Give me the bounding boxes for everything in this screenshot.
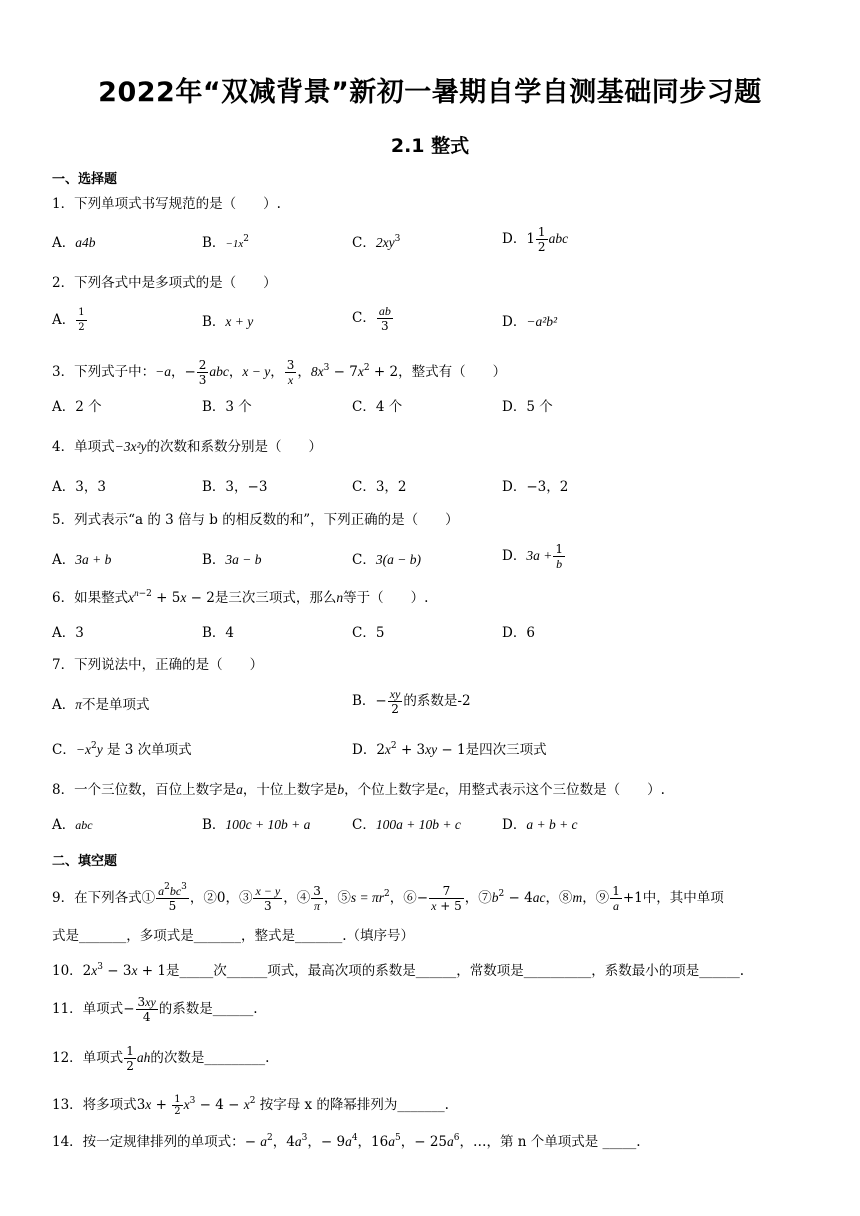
q14-stem: 14．按一定规律排列的单项式：− $a^2$，$4a^3$，− $9a^4$，$16a^5$，− $25a^6$，…，第 n 个单项式是 _____.: [52, 1133, 641, 1150]
q8-option-c: C．100a + 10b + c: [352, 817, 461, 833]
q6-option-a: A．3: [52, 625, 84, 641]
q4-option-a: A．3，3: [52, 479, 106, 495]
q3-option-d: D．5 个: [502, 399, 553, 415]
q13-stem: 13．将多项式3x + $\frac{1}{2}$ $x^3 - 4 - x^2$ 按字母 x 的降幂排列为_______.: [52, 1094, 449, 1117]
q8-option-d: D．a + b + c: [502, 817, 578, 833]
q8-option-a: A．abc: [52, 817, 93, 833]
q3-option-b: B．3 个: [202, 399, 252, 415]
q5-stem: 5．列式表示“a 的 3 倍与 b 的相反数的和”，下列正确的是（ ）: [52, 512, 459, 528]
q8-option-b: B．100c + 10b + a: [202, 817, 311, 833]
q4-option-b: B．3，−3: [202, 479, 268, 495]
q5-option-d: D．3a + $\frac{1}{b}$: [502, 542, 563, 571]
q1-option-d: D．1 $\frac{1}{2}$ abc: [502, 225, 569, 254]
page-title: 2022年“双减背景”新初一暑期自学自测基础同步习题: [98, 77, 762, 108]
q10-stem: 10．$2x^3 - 3x + 1$是_____次______项式，最高次项的系数是______，常数项是__________，系数最小的项是______.: [52, 962, 745, 979]
q3-option-c: C．4 个: [352, 399, 403, 415]
q4-stem: 4．单项式−3x²y的次数和系数分别是（ ）: [52, 439, 322, 455]
page-subtitle: 2.1 整式: [390, 135, 470, 157]
q11-stem: 11．单项式− $\frac{3xy}{4}$ 的系数是______.: [52, 995, 258, 1024]
q2-option-b: B．x + y: [202, 314, 254, 330]
q4-option-c: C．3，2: [352, 479, 407, 495]
q1-stem: 1．下列单项式书写规范的是（ ）.: [52, 196, 281, 212]
q6-option-b: B．4: [202, 625, 235, 641]
q5-option-b: B．3a − b: [202, 552, 262, 568]
q12-stem: 12．单项式 $\frac{1}{2}$ ah的次数是_________.: [52, 1044, 270, 1073]
q9-line2: 式是_______，多项式是_______，整式是_______.（填序号）: [52, 928, 415, 944]
q4-option-d: D．−3，2: [502, 479, 569, 495]
q2-option-d: D．−a²b²: [502, 314, 558, 330]
q6-option-d: D．6: [502, 625, 535, 641]
q3-option-a: A．2 个: [52, 399, 102, 415]
q7-stem: 7．下列说法中，正确的是（ ）: [52, 657, 264, 673]
q1-option-a: A．a4b: [52, 235, 96, 251]
q5-option-c: C．3(a − b): [352, 552, 421, 568]
q1-option-c: C．$2xy^3$: [352, 234, 401, 251]
q2-option-c: C． $\frac{ab}{3}$: [352, 304, 391, 333]
section-fill: 二、填空题: [52, 854, 118, 869]
q3-stem: 3．下列式子中：−a，− $\frac{2}{3}$ abc，x − y， $\frac{3}{x}$ ，$8x^3 - 7x^2 + 2$，整式有（ ）: [52, 358, 507, 387]
q2-option-a: A． $\frac{1}{2}$: [52, 307, 85, 333]
q6-stem: 6．如果整式$x^{n-2} + 5x - 2$是三次三项式，那么n等于（ ）.: [52, 588, 429, 606]
q7-option-c: C．$-x^2y$ 是 3 次单项式: [52, 741, 192, 758]
q7-option-b: B．− $\frac{xy}{2}$ 的系数是-2: [352, 687, 471, 716]
q2-stem: 2．下列各式中是多项式的是（ ）: [52, 275, 277, 291]
section-choice: 一、选择题: [52, 172, 118, 187]
q7-option-a: A．π不是单项式: [52, 697, 150, 713]
q6-option-c: C．5: [352, 625, 385, 641]
q8-stem: 8．一个三位数，百位上数字是a，十位上数字是b，个位上数字是c，用整式表示这个三位数是（ ）.: [52, 782, 665, 798]
q5-option-a: A．3a + b: [52, 552, 112, 568]
q1-option-b: B．$-1x^2$: [202, 234, 249, 251]
q9-stem: 9．在下列各式① $\frac{a^2bc^3}{5}$ ，②0，③ $\frac{x - y}{3}$ ，④ $\frac{3}{\pi}$ ，⑤s = $\pi r^2$，⑥− $\frac{7}{x + 5}$ ，$⑦b^2 - 4ac$，⑧m，⑨ $\frac{1}{a}$ +1中，其中单项: [52, 882, 724, 913]
q7-option-d: D．$2x^2 + 3xy - 1$是四次三项式: [352, 741, 547, 758]
